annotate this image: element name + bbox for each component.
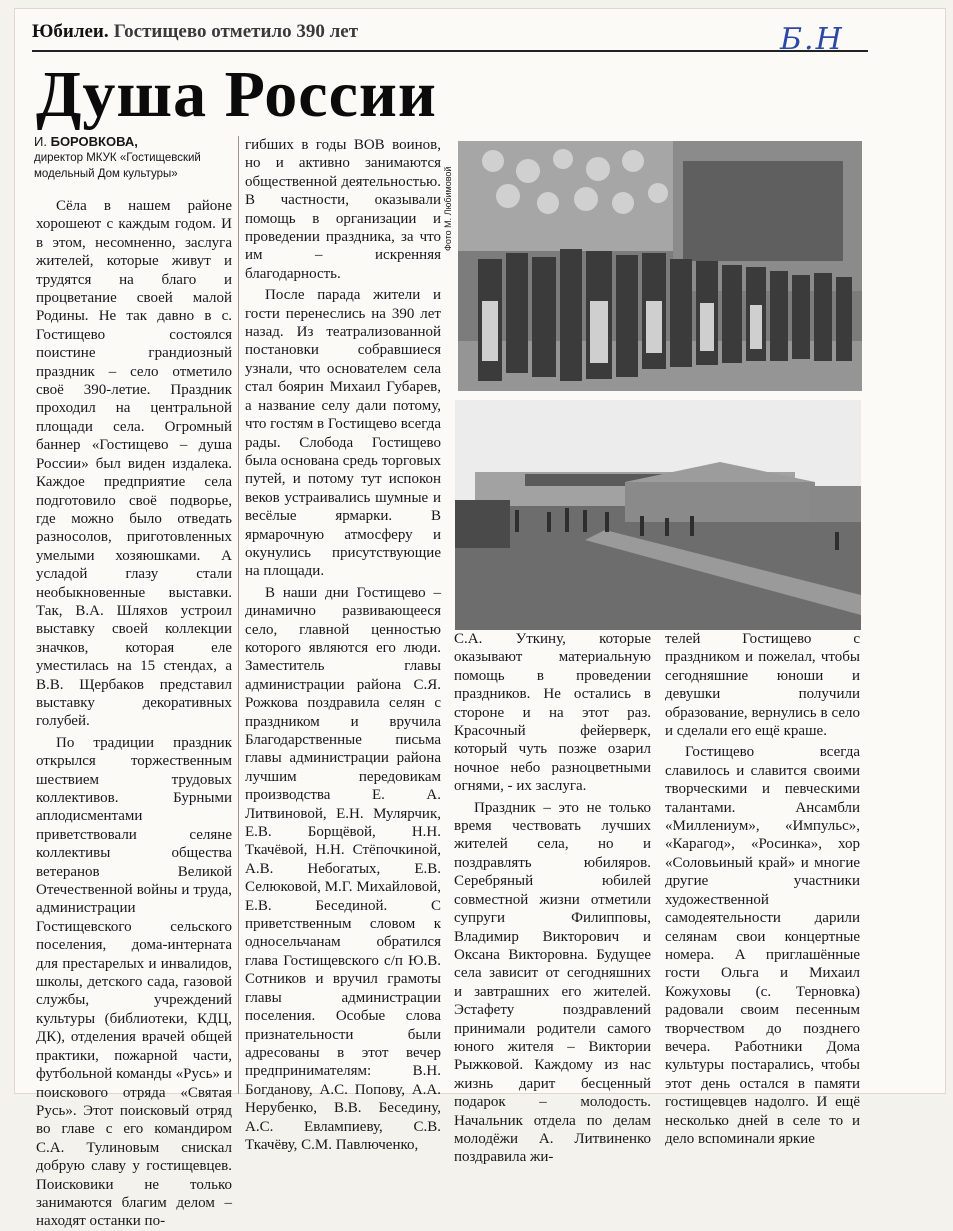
author-surname: БОРОВКОВА,: [50, 134, 138, 149]
photo-folk-ensemble-image: [458, 141, 862, 391]
column-divider: [238, 136, 239, 1094]
paragraph: Праздник – это не только время чествовать лучших жителей села, но и поздравлять юбиляров. Серебряный юбилей совместной жизни отметили супруги Филипповы, Владимир Викторович и Оксана Викторовна. Будущее села зависит от сегодняшних и завтрашних его жителей. Эстафету поздравлений принимали родители самого юного жителя – Виктории Рыжковой. Каждому из нас жизнь дарит бесценный подарок – молодость. Начальник отдела по делам молодёжи А. Литвиненко поздравила жи-: [454, 799, 651, 1166]
rubric-bar: [32, 14, 868, 52]
text-column-1: [36, 197, 232, 1230]
paragraph: Сёла в нашем районе хорошеют с каждым годом. И в этом, несомненно, заслуга жителей, которые живут и трудятся на благо и процветание своей малой Родины. Не так давно в с. Гостищево состоялся поистине грандиозный праздник – село отметило своё 390-летие. Праздник проходил на центральной площади села. Огромный баннер «Гостищево – душа России» был виден издалека. Каждое предприятие села подготовило своё подворье, где можно было отведать разносолов, приготовленных умелыми хозяюшками. А усладой глазу стали необыкновенные выставки. Так, В.А. Шляхов устроил выставку своей коллекции значков, которая еле уместилась на 15 стендах, а В.В. Щербаков представил выставку декоративных голубей.: [36, 198, 232, 730]
paragraph: гибших в годы ВОВ воинов, но и активно занимаются общественной деятельностью. В частности, оказывали помощь в организации и проведении праздника, за что им – искренняя благодарность.: [245, 137, 441, 282]
paragraph: телей Гостищево с праздником и пожелал, чтобы сегодняшние юноши и девушки получили образование, вернулись в село и сделали его ещё краше.: [665, 631, 860, 740]
rubric-tag: Юбилеи.: [32, 21, 109, 42]
paragraph: С.А. Уткину, которые оказывают материальную помощь в проведении праздников. Не остались в стороне и на этот раз. Красочный фейерверк, который чуть позже озарил ночное небо разноцветными огнями, - их заслуга.: [454, 631, 651, 795]
paragraph: Гостищево всегда славилось и славится своими творческими и певческими талантами. Ансамбли «Миллениум», «Импульс», «Карагод», «Росинка», хор «Соловьиный край» и многие другие участники художественной самодеятельности дарили селянам свои концертные номера. А приглашённые гости Ольга и Михаил Кожуховы (с. Терновка) радовали своим песенным творчеством до позднего вечера. Работники Дома культуры постарались, чтобы этот день остался в памяти гостищевцев надолго. И ещё несколько дней в селе то и дело вспоминали яркие: [665, 744, 860, 1147]
text-column-2: [245, 136, 441, 1153]
author-name: [34, 134, 234, 150]
photo-village-square: [455, 400, 861, 630]
article-headline: Душа России: [36, 58, 437, 131]
photo-village-square-image: [455, 400, 861, 630]
text-column-3: [454, 630, 651, 1166]
paragraph: После парада жители и гости перенеслись на 390 лет назад. Из театрализованной постановки собравшиеся узнали, что основателем села стал боярин Михаил Губарев, а название селу дали потому, что гостям в Гостищево всегда рады. Слобода Гостищево была основана средь торговых путей, и потому тут испокон веков устраивались шумные и весёлые ярмарки. В ярмарочную атмосферу и окунулись присутствующие на площади.: [245, 287, 441, 580]
byline: [34, 134, 234, 186]
author-initial: И.: [34, 134, 47, 149]
paragraph: В наши дни Гостищево – динамично развивающееся село, главной ценностью которого являются его люди. Заместитель главы администрации района С.Я. Рожкова поздравила селян с праздником и вручила Благодарственные письма главы администрации района лучшим передовикам производства Е. А. Литвиновой, Е.Н. Мулярчик, Е.В. Борщёвой, Н.Н. Ткачёвой, Н.Н. Стёпочкиной, А.В. Небогатых, Е.В. Селюковой, М.Г. Михайловой, Е.В. Бесединой. С приветственным словом к односельчанам обратился глава Гостищевского с/п Ю.В. Сотников и вручил грамоты главы администрации поселения. Особые слова признательности были адресованы в этот вечер предпринимателям: В.Н. Богданову, А.С. Попову, А.А. Нерубенко, В.В. Беседину, А.С. Евлампиеву, С.В. Ткачёву, С.М. Павлюченко,: [245, 584, 441, 1153]
rubric-title: Гостищево отметило 390 лет: [113, 21, 359, 42]
photo-folk-ensemble: [458, 141, 862, 391]
paragraph: По традиции праздник открылся торжественным шествием трудовых коллективов. Бурными аплодисментами приветствовали селяне коллективы общества ветеранов Великой Отечественной войны и труда, администрации Гостищевского сельского поселения, дома-интерната для престарелых и инвалидов, школы, детского сада, газовой службы, учреждений культуры (библиотеки, КДЦ, ДК), отделения врачей общей практики, пожарной части, футбольной команды «Русь» и поискового отряда «Святая Русь». Этот поисковый отряд во главе с его командиром С.А. Тулиновым снискал добрую славу у гостищевцев. Поисковики не только занимаются благим делом – находят останки по-: [36, 734, 232, 1230]
author-position: директор МКУК «Гостищевский модельный Дом культуры»: [34, 152, 201, 180]
handwritten-mark: Б.Н: [780, 22, 844, 57]
photo-credit: Фото М. Любимовой: [443, 166, 453, 251]
text-column-4: [665, 630, 860, 1147]
